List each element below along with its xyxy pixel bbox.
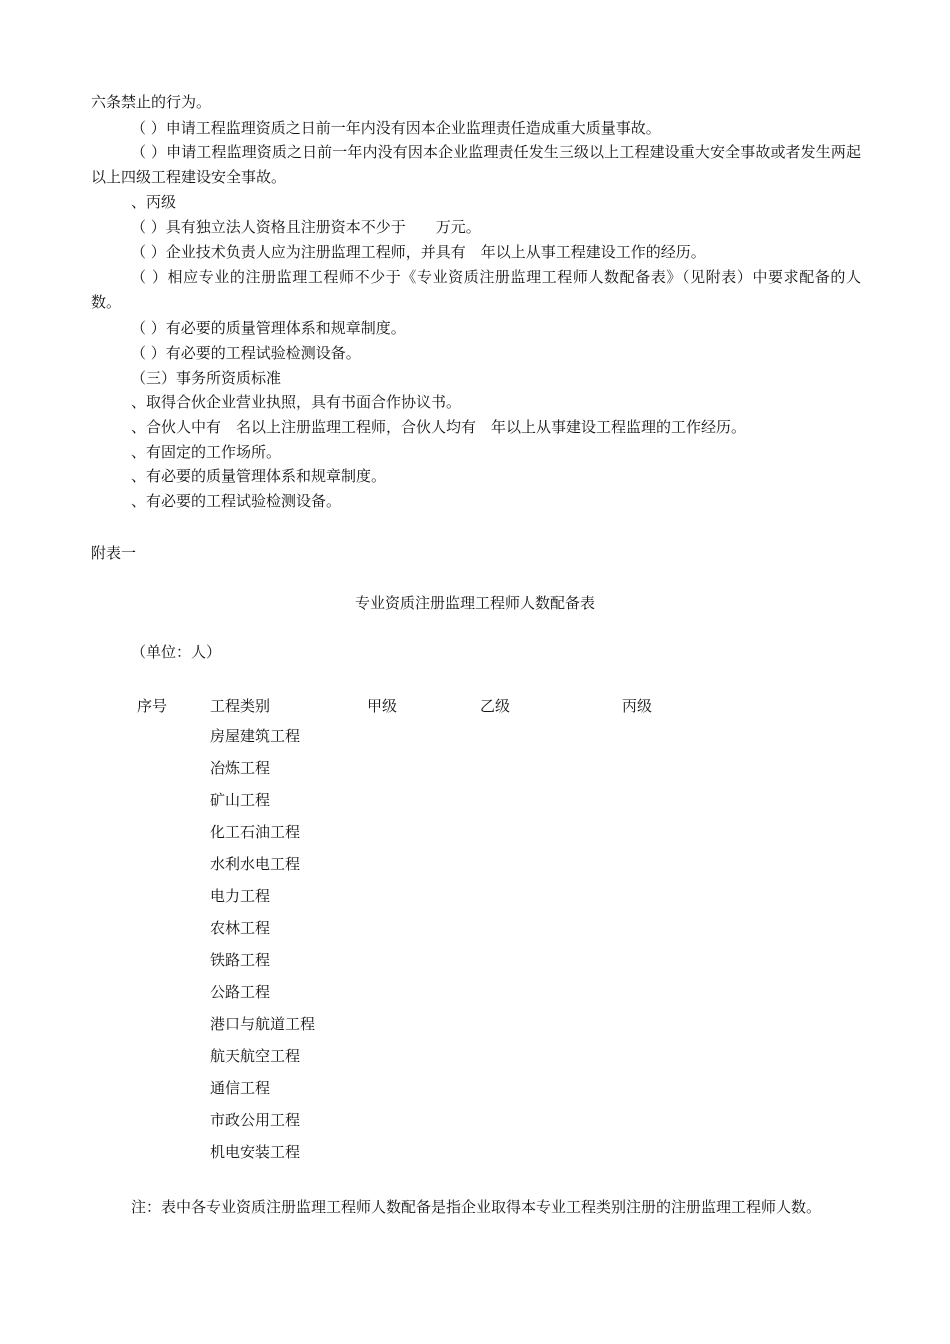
section-heading: （三）事务所资质标准 (131, 369, 282, 387)
text-line: 、有必要的质量管理体系和规章制度。 (131, 467, 387, 485)
table-row: 房屋建筑工程 (210, 727, 301, 745)
text-line: 六条禁止的行为。 (91, 93, 212, 111)
text-line: （ ）有必要的质量管理体系和规章制度。 (131, 319, 406, 337)
header-category: 工程类别 (210, 697, 271, 715)
table-row: 港口与航道工程 (210, 1015, 316, 1033)
table-row: 矿山工程 (210, 791, 271, 809)
unit-label: （单位：人） (131, 643, 222, 661)
text-line: 、合伙人中有 名以上注册监理工程师，合伙人均有 年以上从事建设工程监理的工作经历。 (131, 418, 747, 436)
text-line: 、丙级 (131, 193, 177, 211)
table-row: 水利水电工程 (210, 855, 301, 873)
appendix-label: 附表一 (91, 544, 137, 562)
table-row: 机电安装工程 (210, 1143, 301, 1161)
text-line: 、有必要的工程试验检测设备。 (131, 492, 342, 510)
table-row: 航天航空工程 (210, 1047, 301, 1065)
text-line: 、取得合伙企业营业执照，具有书面合作协议书。 (131, 393, 462, 411)
table-row: 农林工程 (210, 919, 271, 937)
table-title: 专业资质注册监理工程师人数配备表 (354, 594, 595, 612)
table-row: 通信工程 (210, 1079, 271, 1097)
paragraph-text: （ ）相应专业的注册监理工程师不少于《专业资质注册监理工程师人数配备表》（见附表）中要求配备的人数。 (91, 268, 861, 311)
text-line: （ ）有必要的工程试验检测设备。 (131, 344, 361, 362)
footnote-text: 注：表中各专业资质注册监理工程师人数配备是指企业取得本专业工程类别注册的注册监理工程师人数。 (131, 1198, 822, 1216)
paragraph (91, 265, 861, 315)
table-row: 市政公用工程 (210, 1111, 301, 1129)
header-index: 序号 (137, 697, 168, 715)
table-row: 电力工程 (210, 887, 271, 905)
text-line: （ ）申请工程监理资质之日前一年内没有因本企业监理责任造成重大质量事故。 (131, 119, 661, 137)
table-row: 铁路工程 (210, 951, 271, 969)
paragraph-text: （ ）申请工程监理资质之日前一年内没有因本企业监理责任发生三级以上工程建设重大安全事故或者发生两起以上四级工程建设安全事故。 (91, 143, 861, 186)
header-grade-a: 甲级 (367, 697, 398, 715)
header-grade-b: 乙级 (480, 697, 511, 715)
table-row: 公路工程 (210, 983, 271, 1001)
header-grade-c: 丙级 (622, 697, 653, 715)
text-line: 、有固定的工作场所。 (131, 443, 282, 461)
text-line: （ ）具有独立法人资格且注册资本不少于 万元。 (131, 218, 481, 236)
table-row: 冶炼工程 (210, 759, 271, 777)
paragraph (91, 140, 861, 190)
table-row: 化工石油工程 (210, 823, 301, 841)
text-line: （ ）企业技术负责人应为注册监理工程师，并具有 年以上从事工程建设工作的经历。 (131, 243, 706, 261)
footnote (91, 1195, 861, 1220)
